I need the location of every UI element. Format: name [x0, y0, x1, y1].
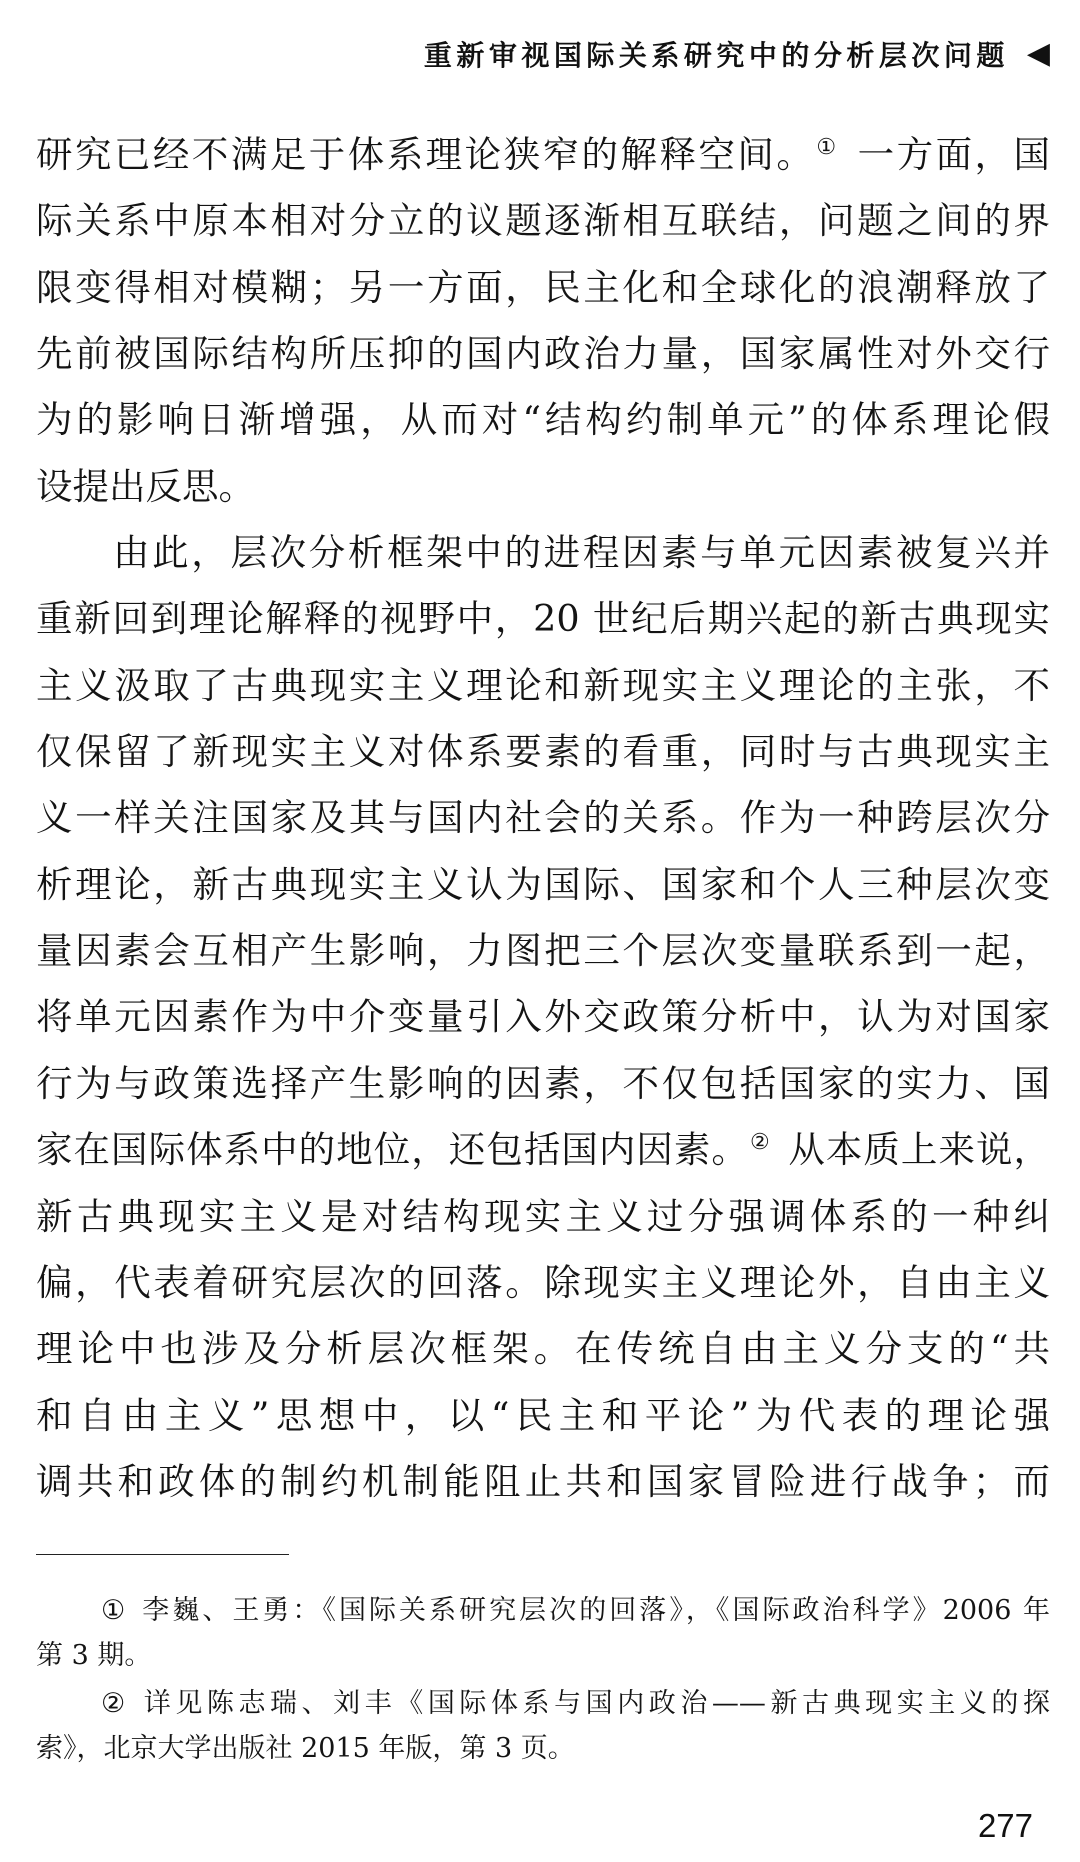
footnote-line: [36, 1588, 1050, 1633]
body-line: 先前被国际结构所压抑的国内政治力量，国家属性对外交行: [36, 332, 1050, 376]
footnote-line: 索》，北京大学出版社 2015 年版，第 3 页。: [36, 1733, 575, 1764]
left-triangle-marker-icon: ◀: [1026, 36, 1050, 71]
footnote-ref: ①: [816, 135, 839, 160]
body-line: 设提出反思。: [36, 464, 255, 508]
body-line: 限变得相对模糊；另一方面，民主化和全球化的浪潮释放了: [36, 265, 1050, 309]
footnote-line-text: 详见陈志瑞、刘丰《国际体系与国内政治——新古典现实主义的探: [143, 1688, 1050, 1719]
body-line: 重新回到理论解释的视野中，20 世纪后期兴起的新古典现实: [36, 597, 1050, 641]
footnote-mark: ②: [101, 1688, 130, 1719]
page-number: 277: [977, 1807, 1033, 1844]
footnote-line: 第 3 期。: [36, 1640, 152, 1671]
footnote-rule: [36, 1554, 289, 1555]
footnote-line-text: 李巍、王勇：《国际关系研究层次的回落》，《国际政治科学》2006 年: [142, 1595, 1050, 1626]
body-line-text: 从本质上来说，: [775, 1128, 1050, 1172]
footnotes: [36, 1588, 1050, 1771]
body-line: 际关系中原本相对分立的议题逐渐相互联结，问题之间的界: [36, 199, 1050, 243]
body-line: 析理论，新古典现实主义认为国际、国家和个人三种层次变: [36, 862, 1050, 906]
footnote: [36, 1588, 1050, 1678]
body-line: 偏，代表着研究层次的回落。除现实主义理论外，自由主义: [36, 1260, 1050, 1304]
body-line: 主义汲取了古典现实主义理论和新现实主义理论的主张，不: [36, 663, 1050, 707]
body-line: 行为与政策选择产生影响的因素，不仅包括国家的实力、国: [36, 1061, 1050, 1105]
body-line-text: 一方面，国: [843, 133, 1051, 176]
footnote-line: [36, 1681, 1050, 1726]
body-line: 由此，层次分析框架中的进程因素与单元因素被复兴并: [113, 531, 1050, 575]
body-line: 调共和政体的制约机制能阻止共和国家冒险进行战争；而: [36, 1459, 1050, 1503]
body-line: 和自由主义”思想中，以“民主和平论”为代表的理论强: [36, 1393, 1050, 1437]
body-text: [36, 122, 1050, 1515]
running-header: [424, 36, 1050, 72]
body-line: 新古典现实主义是对结构现实主义过分强调体系的一种纠: [36, 1194, 1050, 1238]
body-line: 仅保留了新现实主义对体系要素的看重，同时与古典现实主: [36, 730, 1050, 774]
body-line-text: 研究已经不满足于体系理论狭窄的解释空间。: [36, 133, 816, 176]
footnote: [36, 1681, 1050, 1771]
body-line: 量因素会互相产生影响，力图把三个层次变量联系到一起，: [36, 929, 1050, 973]
body-line: 为的影响日渐增强，从而对“结构约制单元”的体系理论假: [36, 398, 1050, 442]
body-line: [36, 122, 1050, 188]
running-header-title: 重新审视国际关系研究中的分析层次问题: [423, 39, 1009, 72]
footnote-ref: ②: [749, 1130, 771, 1156]
body-line: [36, 1117, 1050, 1183]
body-line-text: 家在国际体系中的地位，还包括国内因素。: [36, 1128, 749, 1172]
body-line: 将单元因素作为中介变量引入外交政策分析中，认为对国家: [36, 995, 1050, 1039]
footnote-mark: ①: [101, 1595, 129, 1626]
body-line: 义一样关注国家及其与国内社会的关系。作为一种跨层次分: [36, 796, 1050, 840]
body-line: 理论中也涉及分析层次框架。在传统自由主义分支的“共: [36, 1327, 1050, 1371]
